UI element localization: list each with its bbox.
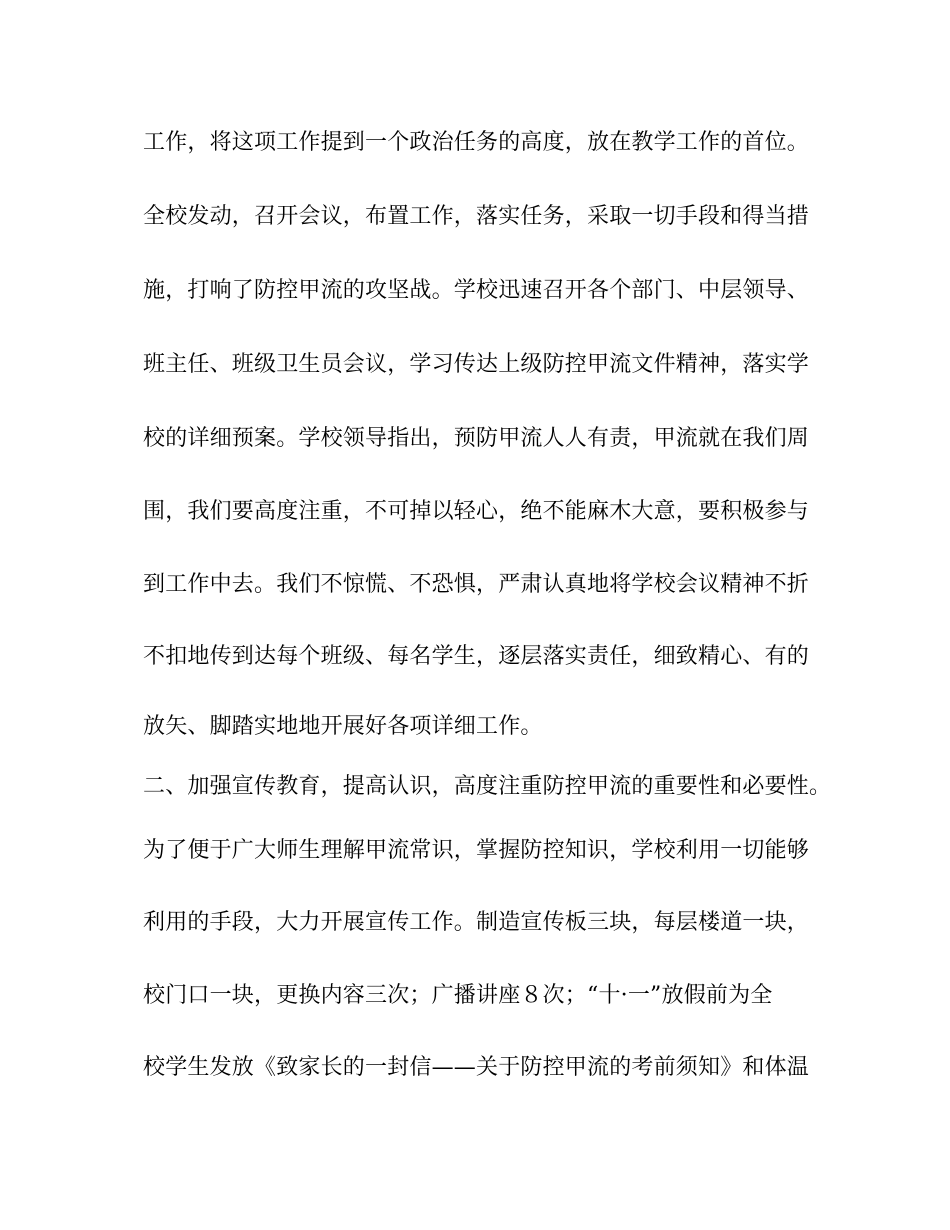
text-line: 利用的手段，大力开展宣传工作。制造宣传板三块，每层楼道一块，: [143, 910, 810, 935]
section-heading: 二、加强宣传教育，提高认识，高度注重防控甲流的重要性和必要性。: [143, 774, 832, 799]
text-line: 工作，将这项工作提到一个政治任务的高度，放在教学工作的首位。: [143, 130, 810, 155]
text-line: 不扣地传到达每个班级、每名学生，逐层落实责任，细致精心、有的: [143, 644, 810, 669]
text-line: 放矢、脚踏实地地开展好各项详细工作。: [143, 714, 543, 739]
text-line: 校学生发放《致家长的一封信——关于防控甲流的考前须知》和体温: [143, 1055, 810, 1080]
text-line: 校的详细预案。学校领导指出，预防甲流人人有责，甲流就在我们周: [143, 426, 810, 451]
text-line: 为了便于广大师生理解甲流常识，掌握防控知识，学校利用一切能够: [143, 838, 810, 863]
text-line: 校门口一块，更换内容三次；广播讲座８次；“十·一”放假前为全: [143, 983, 773, 1008]
text-line: 施，打响了防控甲流的攻坚战。学校迅速召开各个部门、中层领导、: [143, 278, 810, 303]
text-line: 班主任、班级卫生员会议，学习传达上级防控甲流文件精神，落实学: [143, 352, 810, 377]
text-line: 到工作中去。我们不惊慌、不恐惧，严肃认真地将学校会议精神不折: [143, 572, 810, 597]
text-line: 全校发动，召开会议，布置工作，落实任务，采取一切手段和得当措: [143, 204, 810, 229]
text-line: 围，我们要高度注重，不可掉以轻心，绝不能麻木大意，要积极参与: [143, 499, 810, 524]
